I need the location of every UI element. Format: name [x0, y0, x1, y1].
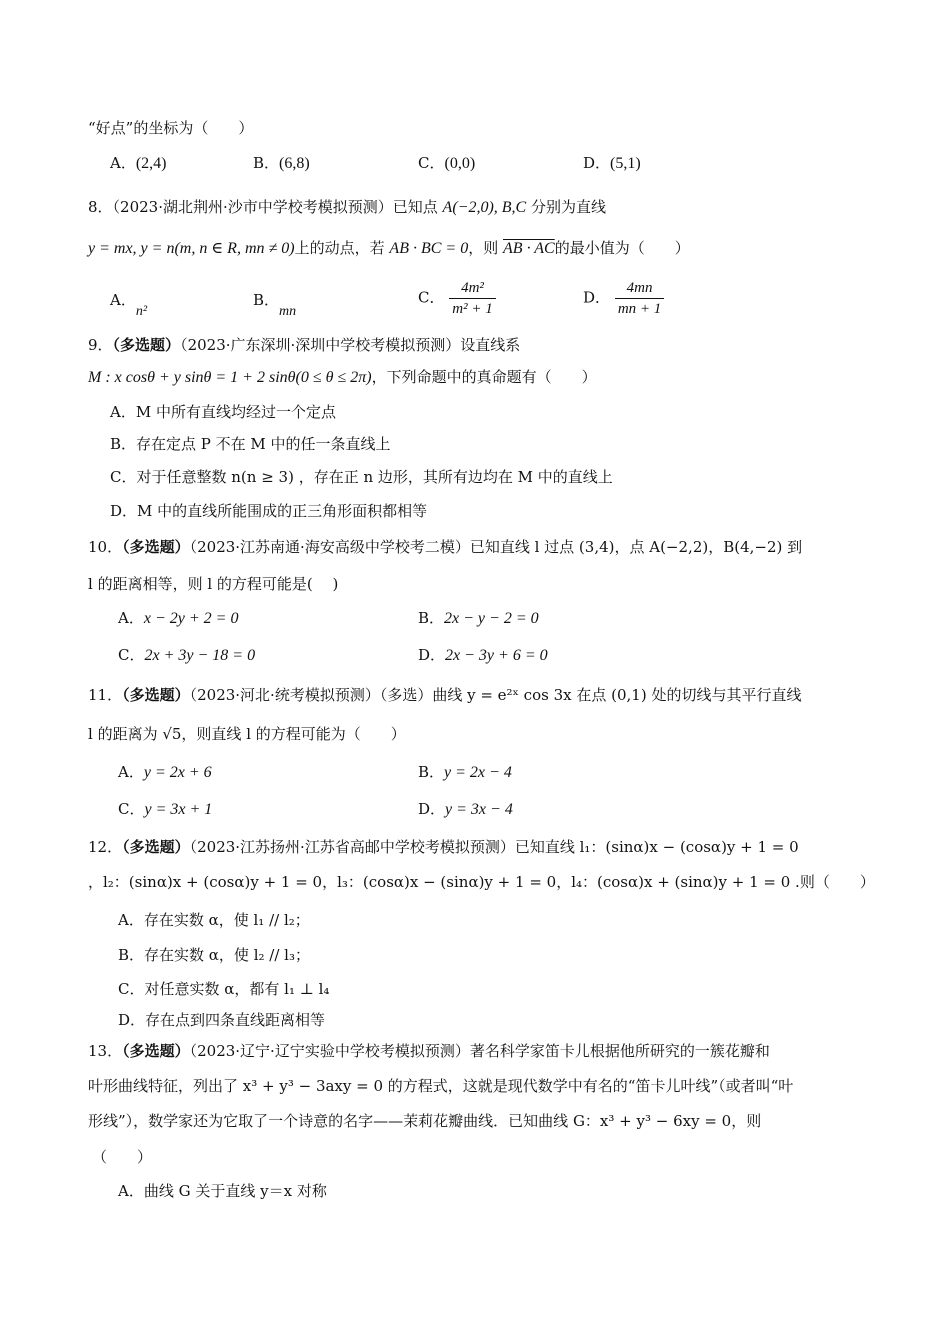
q10-option-c: C．2x + 3y − 18 = 0 [118, 646, 256, 664]
q10-option-b: B．2x − y − 2 = 0 [418, 609, 539, 627]
q13-stem-line3: 形线”），数学家还为它取了一个诗意的名字——茉莉花瓣曲线．已知曲线 G：x³ + y³ − 6xy = 0，则 [88, 1112, 762, 1130]
q7-option-c: C．(0,0) [418, 154, 476, 172]
q12-stem-line2: ，l₂：(sinα)x + (cosα)y + 1 = 0，l₃：(cosα)x − (sinα)y + 1 = 0，l₄：(cosα)x + (sinα)y + 1 = 0 .则（ ） [88, 873, 875, 891]
q9-stem: 9．（多选题）（2023·广东深圳·深圳中学校考模拟预测）设直线系 [88, 336, 521, 354]
q8-option-d: D． $\frac{4mn}{mn + 1}$ [583, 278, 664, 319]
q11-option-b: B．y = 2x − 4 [418, 763, 512, 781]
q9-option-d: D．M 中的直线所能围成的正三角形面积都相等 [110, 502, 428, 520]
q13-stem-line2: 叶形曲线特征，列出了 x³ + y³ − 3axy = 0 的方程式，这就是现代数学中有名的“笛卡儿叶线”（或者叫“叶 [88, 1077, 794, 1095]
q10-stem-line2: l 的距离相等，则 l 的方程可能是( ) [88, 575, 339, 593]
q8-option-b: B．mn [253, 291, 297, 319]
q8-option-c-fraction: $\frac{\text{4m²}}{\text{m² + 1}}$ [449, 278, 495, 319]
q9-option-a: A．M 中所有直线均经过一个定点 [110, 403, 336, 421]
q12-option-a: A．存在实数 α，使 l₁ // l₂； [118, 911, 310, 929]
q11-option-a: A．y = 2x + 6 [118, 763, 212, 781]
q10-option-a: A．x − 2y + 2 = 0 [118, 609, 239, 627]
q8-option-d-fraction: $\frac{4mn}{mn + 1}$ [615, 278, 664, 319]
q11-option-c: C．y = 3x + 1 [118, 800, 213, 818]
q9-stem-line2: M : x cosθ + y sinθ = 1 + 2 sinθ(0 ≤ θ ≤ 2π)，下列命题中的真命题有（ ） [88, 368, 597, 386]
q12-option-d: D．存在点到四条直线距离相等 [118, 1011, 326, 1029]
q8-stem-line2: y = mx, y = n(m, n ∈ R, mn ≠ 0)上的动点，若 AB · BC = 0，则 AB · AC的最小值为（ ） [88, 239, 690, 257]
q8-option-a: A．n² [110, 291, 148, 319]
q11-stem-line2: l 的距离为 √5，则直线 l 的方程可能为（ ） [88, 725, 406, 743]
q13-stem: 13．（多选题）（2023·辽宁·辽宁实验中学校考模拟预测）著名科学家笛卡儿根据他所研究的一簇花瓣和 [88, 1042, 770, 1060]
q8-stem: 8．（2023·湖北荆州·沙市中学校考模拟预测）已知点 A(−2,0), B,C 分别为直线 [88, 198, 607, 216]
intro-text: “好点”的坐标为（ ） [88, 119, 254, 137]
q7-option-d: D．(5,1) [583, 154, 641, 172]
q10-stem: 10．（多选题）（2023·江苏南通·海安高级中学校考二模）已知直线 l 过点 (3,4)，点 A(−2,2)，B(4,−2) 到 [88, 538, 803, 556]
q13-stem-line4: （ ） [92, 1148, 153, 1166]
q12-stem: 12．（多选题）（2023·江苏扬州·江苏省高邮中学校考模拟预测）已知直线 l₁：(sinα)x − (cosα)y + 1 = 0 [88, 838, 799, 856]
q7-option-a: A．(2,4) [110, 154, 167, 172]
q12-option-b: B．存在实数 α，使 l₂ // l₃； [118, 946, 310, 964]
q9-option-b: B．存在定点 P 不在 M 中的任一条直线上 [110, 435, 391, 453]
q8-option-c: C． $\frac{\text{4m²}}{\text{m² + 1}}$ [418, 278, 496, 319]
q13-option-a: A．曲线 G 关于直线 y＝x 对称 [118, 1182, 327, 1200]
q8-number: 8． [88, 198, 113, 216]
q11-option-d: D．y = 3x − 4 [418, 800, 513, 818]
q12-option-c: C．对任意实数 α，都有 l₁ ⊥ l₄ [118, 980, 330, 998]
q9-option-c: C．对于任意整数 n(n ≥ 3) ，存在正 n 边形，其所有边均在 M 中的直线上 [110, 468, 613, 486]
q7-option-b: B．(6,8) [253, 154, 310, 172]
q10-option-d: D．2x − 3y + 6 = 0 [418, 646, 548, 664]
q11-stem: 11．（多选题）（2023·河北·统考模拟预测）（多选）曲线 y = e²ˣ cos 3x 在点 (0,1) 处的切线与其平行直线 [88, 686, 802, 704]
